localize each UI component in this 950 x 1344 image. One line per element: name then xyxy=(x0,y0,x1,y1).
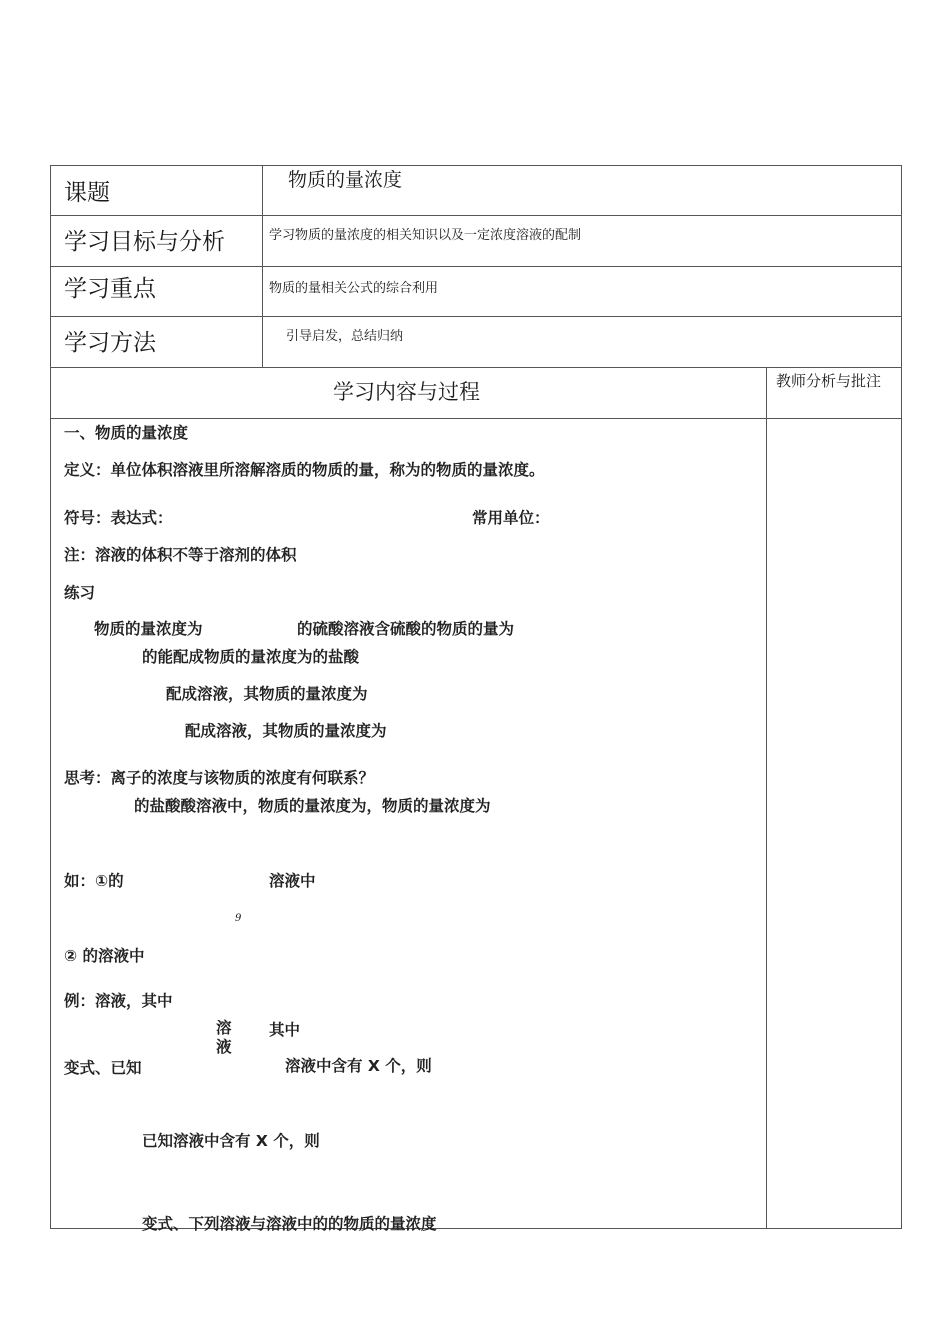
stray-mark: 9 xyxy=(235,913,242,924)
topic-value: 物质的量浓度 xyxy=(288,169,403,191)
teacher-notes-header: 教师分析与批注 xyxy=(776,372,882,390)
notes-column-divider xyxy=(766,367,767,1229)
section-heading: 一、物质的量浓度 xyxy=(64,424,189,442)
practice-heading: 练习 xyxy=(64,584,96,602)
goal-label: 学习目标与分析 xyxy=(64,229,225,255)
case-1: 例：溶液，其中 xyxy=(64,992,173,1010)
case-2b: 其中 xyxy=(269,1021,301,1039)
table-border-top xyxy=(50,165,902,166)
topic-label: 课题 xyxy=(64,180,110,206)
focus-value: 物质的量相关公式的综合利用 xyxy=(269,281,439,296)
common-unit-text: 常用单位： xyxy=(472,509,550,527)
table-rule-5 xyxy=(50,418,902,419)
think-question: 思考：离子的浓度与该物质的浓度有何联系？ xyxy=(64,769,375,787)
goal-value: 学习物质的量浓度的相关知识以及一定浓度溶液的配制 xyxy=(269,228,582,243)
variant-2: 已知溶液中含有 X 个，则 xyxy=(142,1132,320,1150)
label-column-divider xyxy=(262,165,263,368)
example-1a: 如：①的 xyxy=(64,872,124,890)
definition-text: 定义：单位体积溶液里所溶解溶质的物质的量，称为的物质的量浓度。 xyxy=(64,461,545,479)
focus-label: 学习重点 xyxy=(64,276,156,302)
variant-1a: 变式、已知 xyxy=(64,1059,142,1077)
example-2: ② 的溶液中 xyxy=(64,947,145,965)
table-rule-1 xyxy=(50,215,902,216)
table-rule-4 xyxy=(50,367,902,368)
practice-1b: 的硫酸溶液含硫酸的物质的量为 xyxy=(297,620,515,638)
case-2a xyxy=(216,1019,233,1056)
table-rule-3 xyxy=(50,316,902,317)
table-border-right xyxy=(901,165,902,1229)
case-2a-text: 溶液 xyxy=(216,1019,232,1056)
practice-4: 配成溶液，其物质的量浓度为 xyxy=(185,722,387,740)
practice-1a: 物质的量浓度为 xyxy=(94,620,203,638)
practice-2: 的能配成物质的量浓度为的盐酸 xyxy=(142,648,360,666)
variant-3: 变式、下列溶液与溶液中的的物质的量浓度 xyxy=(142,1215,437,1233)
table-rule-2 xyxy=(50,266,902,267)
table-border-left xyxy=(50,165,51,1229)
think-detail: 的盐酸酸溶液中，物质的量浓度为，物质的量浓度为 xyxy=(134,797,491,815)
method-label: 学习方法 xyxy=(64,330,156,356)
note-text: 注：溶液的体积不等于溶剂的体积 xyxy=(64,546,297,564)
method-value: 引导启发，总结归纳 xyxy=(286,329,404,344)
variant-1b: 溶液中含有 X 个，则 xyxy=(285,1057,432,1075)
content-process-header: 学习内容与过程 xyxy=(333,380,480,404)
practice-3: 配成溶液，其物质的量浓度为 xyxy=(166,685,368,703)
example-1b: 溶液中 xyxy=(269,872,316,890)
symbol-expression-text: 符号：表达式： xyxy=(64,509,173,527)
